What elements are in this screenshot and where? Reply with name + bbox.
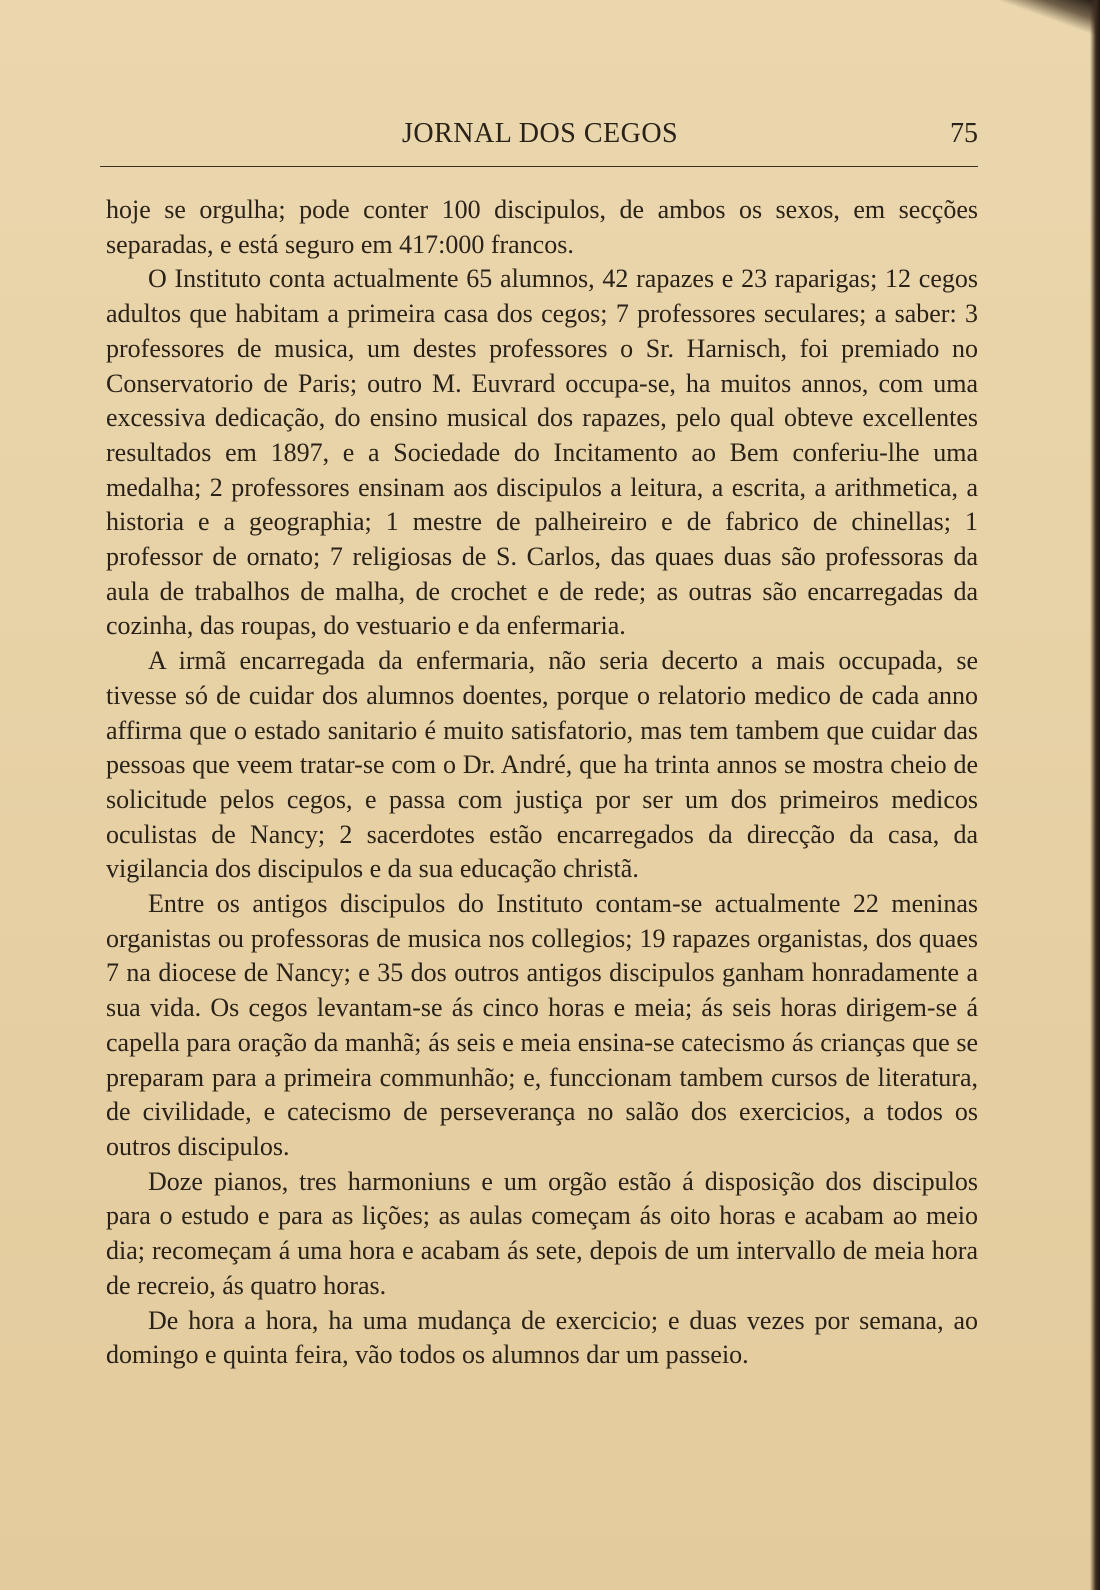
body-text xyxy=(106,193,978,1373)
paragraph: De hora a hora, ha uma mudança de exercicio; e duas vezes por semana, ao domingo e quinta feira, vão todos os alumnos dar um passeio. xyxy=(106,1305,978,1370)
paragraph: Doze pianos, tres harmoniuns e um orgão estão á disposição dos discipulos para o estudo e para as lições; as aulas começam ás oito horas e acabam ao meio dia; recomeçam á uma hora e acabam ás sete, depois de um intervallo de meia hora de recreio, ás quatro horas. xyxy=(106,1166,978,1300)
running-header xyxy=(100,118,978,158)
paragraph-continuation: hoje se orgulha; pode conter 100 discipulos, de ambos os sexos, em secções separadas, e está seguro em 417:000 francos. xyxy=(106,195,978,259)
paragraph: O Instituto conta actualmente 65 alumnos, 42 rapazes e 23 raparigas; 12 cegos adultos que habitam a primeira casa dos cegos; 7 professores seculares; a saber: 3 professores de musica, um destes professores o Sr. Harnisch, foi premiado no Conservatorio de Paris; outro M. Euvrard occupa-se, ha muitos annos, com uma excessiva dedicação, do ensino musical dos rapazes, pelo qual obteve excellentes resultados em 1897, e a Sociedade do Incitamento ao Bem conferiu-lhe uma medalha; 2 professores ensinam aos discipulos a leitura, a escrita, a arithmetica, a historia e a geographia; 1 mestre de palheireiro e de fabrico de chinellas; 1 professor de ornato; 7 religiosas de S. Carlos, das quaes duas são professoras da aula de trabalhos de malha, de crochet e de rede; as outras são encarregadas da cozinha, das roupas, do vestuario e da enfermaria. xyxy=(106,264,978,641)
paragraph: A irmã encarregada da enfermaria, não seria decerto a mais occupada, se tivesse só de cuidar dos alumnos doentes, porque o relatorio medico de cada anno affirma que o estado sanitario é muito satisfatorio, mas tem tambem que cuidar das pessoas que veem tratar-se com o Dr. André, que ha trinta annos se mostra cheio de solicitude pelos cegos, e passa com justiça por ser um dos primeiros medicos oculistas de Nancy; 2 sacerdotes estão encarregados da direcção da casa, da vigilancia dos discipulos e da sua educação christã. xyxy=(106,646,978,884)
page-corner-shadow xyxy=(980,0,1100,40)
page-number: 75 xyxy=(950,118,978,149)
header-rule xyxy=(100,166,978,167)
running-title: JORNAL DOS CEGOS xyxy=(402,118,679,149)
paragraph: Entre os antigos discipulos do Instituto contam-se actualmente 22 meninas organistas ou professoras de musica nos collegios; 19 rapazes organistas, dos quaes 7 na diocese de Nancy; e 35 dos outros antigos discipulos ganham honradamente a sua vida. Os cegos levantam-se ás cinco horas e meia; ás seis horas dirigem-se á capella para oração da manhã; ás seis e meia ensina-se catecismo ás crianças que se preparam para a primeira communhão; e, funccionam tambem cursos de literatura, de civilidade, e catecismo de perseverança no salão dos exercicios, a todos os outros discipulos. xyxy=(106,889,978,1161)
page-edge-shadow xyxy=(1090,0,1100,1590)
